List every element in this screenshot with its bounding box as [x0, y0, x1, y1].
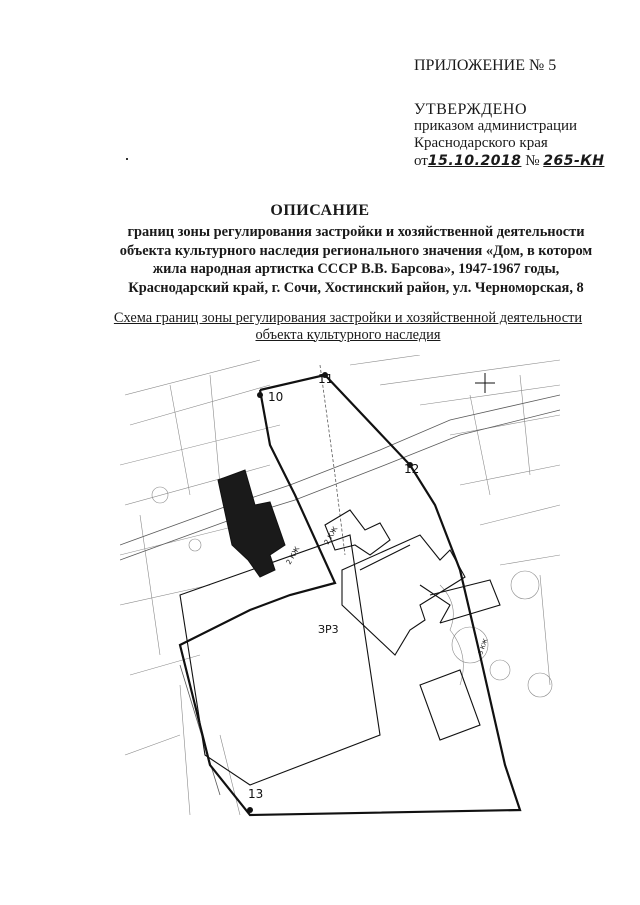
- description-line: Краснодарский край, г. Сочи, Хостинский район, ул. Черноморская, 8: [128, 279, 584, 296]
- scheme-caption: [90, 310, 606, 343]
- point-label: 10: [268, 390, 284, 404]
- point-label: 13: [248, 787, 264, 801]
- boundary-map: [120, 355, 560, 820]
- crosshair-mark: [475, 373, 495, 393]
- zone-boundary: [180, 375, 520, 815]
- order-date-line: [414, 153, 604, 170]
- roads: [120, 365, 560, 795]
- topographic-background: [120, 355, 560, 815]
- document-description: [96, 223, 616, 297]
- point-label: 12: [404, 462, 420, 476]
- number-prefix: №: [525, 153, 540, 169]
- order-date: 15.10.2018: [427, 153, 522, 169]
- order-line-2: Краснодарского края: [414, 135, 548, 151]
- boundary-map-drawing: [120, 355, 560, 820]
- order-number: 265-КН: [543, 153, 605, 169]
- building-label: 3 КЖ: [477, 637, 490, 656]
- building-label: 2 КЖ: [284, 545, 302, 566]
- point-label: 11: [318, 372, 334, 386]
- order-line-1: приказом администрации: [414, 118, 578, 134]
- approved-stamp: УТВЕРЖДЕНО: [414, 101, 528, 118]
- boundary-points: [247, 372, 413, 813]
- description-line: границ зоны регулирования застройки и хозяйственной деятельности: [127, 224, 585, 240]
- document-title: ОПИСАНИЕ: [270, 202, 370, 219]
- scheme-caption-line: Схема границ зоны регулирования застройки и хозяйственной деятельности: [113, 310, 583, 326]
- description-line: объекта культурного наследия регионального значения «Дом, в котором: [119, 242, 593, 259]
- building-label: 2 КЖ: [322, 525, 340, 546]
- scheme-caption-line: объекта культурного наследия: [255, 326, 441, 343]
- description-line: жила народная артистка СССР В.В. Барсова», 1947-1967 годы,: [152, 261, 560, 277]
- appendix-number: ПРИЛОЖЕНИЕ № 5: [414, 57, 557, 74]
- zone-label: ЗР3: [318, 623, 339, 636]
- stray-dot: [126, 158, 128, 160]
- date-prefix: от: [414, 153, 428, 169]
